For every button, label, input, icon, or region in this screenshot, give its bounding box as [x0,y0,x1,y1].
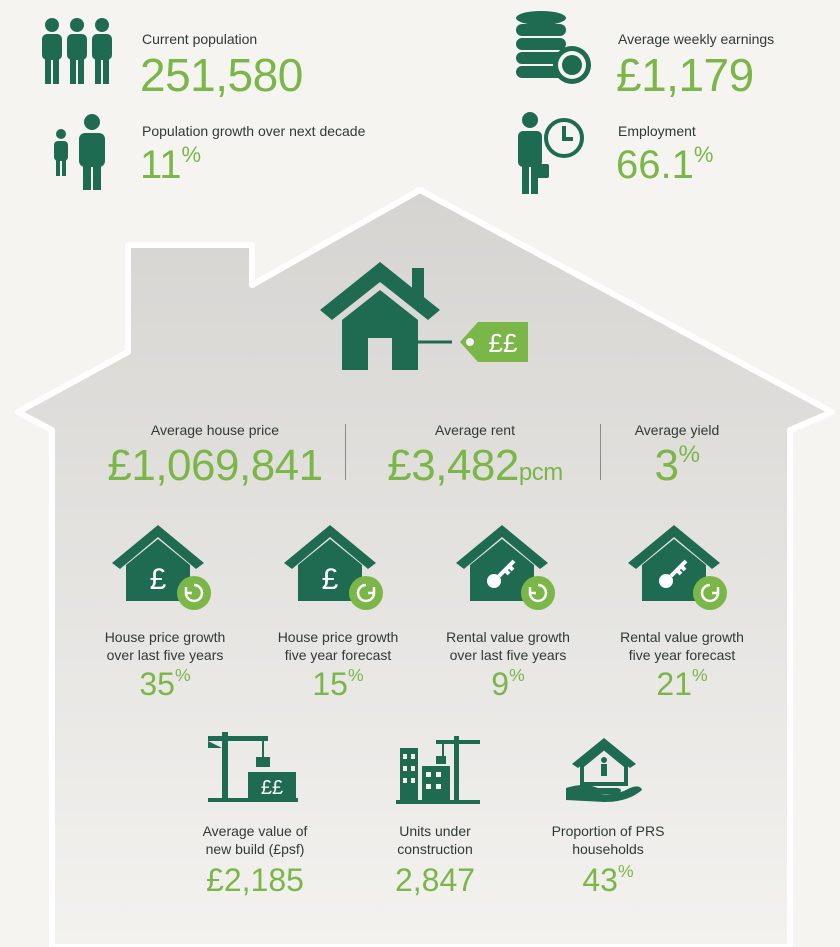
house-price-growth-forecast-icon [284,525,384,610]
weekly-earnings-label: Average weekly earnings [618,31,775,47]
rental-growth-past-label: Rental value growth over last five years [446,629,570,663]
rental-growth-forecast-icon [628,525,728,610]
population-growth-value: 11% [140,141,202,187]
rental-growth-past-icon [456,525,556,610]
people-group-icon [40,18,114,86]
avg-rent-value: £3,482pcm [387,441,563,490]
house-price-growth-forecast-label: House price growth five year forecast [277,629,399,663]
divider-1 [345,424,346,480]
current-population-value: 251,580 [140,49,303,101]
worker-clock-icon [516,112,586,196]
rental-growth-forecast-label: Rental value growth five year forecast [620,629,744,663]
units-under-construction-value: 2,847 [394,862,476,898]
units-under-construction-label: Units under construction [397,823,473,857]
svg-text:£: £ [321,563,339,596]
current-population-label: Current population [142,31,258,47]
rental-growth-past-value: 9% [491,665,525,702]
weekly-earnings-value: £1,179 [616,49,754,101]
house-price-tag-icon [320,262,532,374]
house-price-growth-past-value: 35% [139,665,191,702]
prs-households-value: 43% [582,861,634,898]
rental-growth-forecast-value: 21% [656,665,708,702]
hand-house-icon [564,736,644,804]
new-build-value: £2,185 [206,862,304,898]
svg-text:££: ££ [260,777,284,799]
population-growth-label: Population growth over next decade [142,123,366,139]
population-growth-icon [52,114,108,190]
avg-house-price-label: Average house price [150,422,280,438]
avg-rent-label: Average rent [435,422,515,438]
avg-yield-label: Average yield [634,422,720,438]
house-price-growth-past-icon [112,525,212,610]
construction-building-icon [396,736,480,804]
price-tag-text: ££ [488,328,518,358]
coins-icon [514,10,594,88]
svg-text:£: £ [149,563,167,596]
avg-yield-value: 3% [654,441,700,490]
house-price-growth-past-label: House price growth over last five years [104,629,226,663]
avg-house-price-value: £1,069,841 [107,441,323,490]
divider-2 [600,424,601,480]
employment-value: 66.1% [616,141,714,187]
new-build-value-label: Average value of new build (£psf) [202,823,308,857]
employment-label: Employment [618,123,696,139]
house-price-growth-forecast-value: 15% [312,665,364,702]
crane-new-build-icon [208,732,298,804]
prs-households-label: Proportion of PRS households [551,823,665,857]
